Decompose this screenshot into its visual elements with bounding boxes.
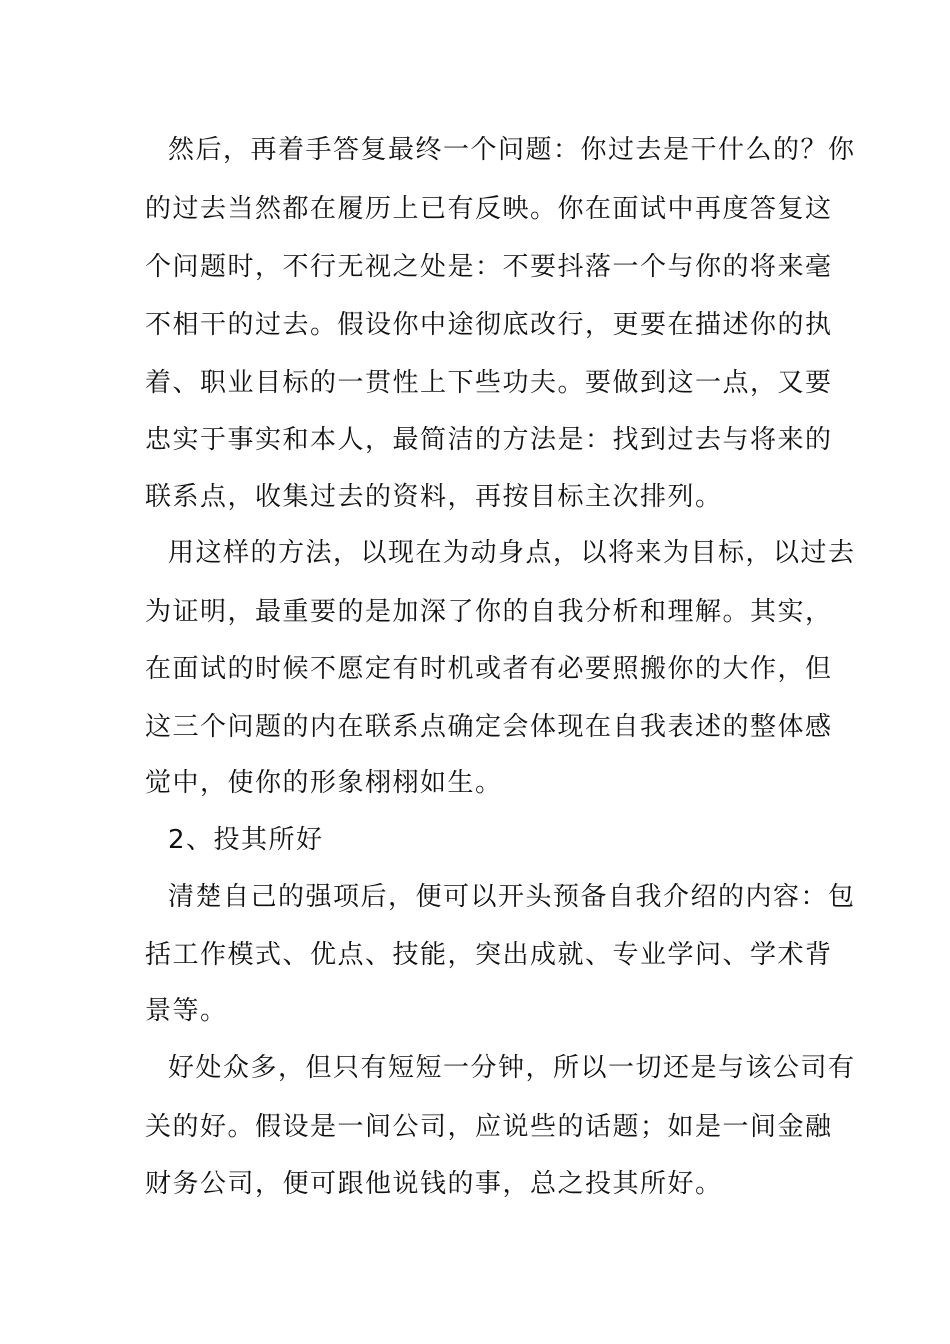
paragraph-1-line-4: 不相干的过去。假设你中途彻底改行，更要在描述你的执 <box>145 310 833 340</box>
paragraph-1-line-6: 忠实于事实和本人，最简洁的方法是：找到过去与将来的 <box>145 425 833 455</box>
paragraph-4-line-3: 财务公司，便可跟他说钱的事，总之投其所好。 <box>145 1169 723 1199</box>
paragraph-1-line-2: 的过去当然都在履历上已有反映。你在面试中再度答复这 <box>145 194 833 224</box>
paragraph-2-line-2: 为证明，最重要的是加深了你的自我分析和理解。其实， <box>145 597 833 627</box>
paragraph-1-line-3: 个问题时，不行无视之处是：不要抖落一个与你的将来毫 <box>145 252 833 282</box>
paragraph-2-line-5: 觉中，使你的形象栩栩如生。 <box>145 768 503 798</box>
paragraph-3-line-3: 景等。 <box>145 996 228 1026</box>
paragraph-3-line-1: 清楚自己的强项后，便可以开头预备自我介绍的内容：包 <box>168 882 856 912</box>
paragraph-1-line-1: 然后，再着手答复最终一个问题：你过去是干什么的？你 <box>168 135 856 165</box>
section-heading: 2、投其所好 <box>168 825 324 855</box>
paragraph-4-line-1: 好处众多，但只有短短一分钟，所以一切还是与该公司有 <box>168 1053 856 1083</box>
paragraph-2-line-1: 用这样的方法，以现在为动身点，以将来为目标，以过去 <box>168 538 856 568</box>
paragraph-1-line-5: 着、职业目标的一贯性上下些功夫。要做到这一点，又要 <box>145 368 833 398</box>
paragraph-3-line-2: 括工作模式、优点、技能，突出成就、专业学问、学术背 <box>145 940 833 970</box>
paragraph-1-line-7: 联系点，收集过去的资料，再按目标主次排列。 <box>145 482 723 512</box>
paragraph-2-line-4: 这三个问题的内在联系点确定会体现在自我表述的整体感 <box>145 712 833 742</box>
paragraph-4-line-2: 关的好。假设是一间公司，应说些的话题；如是一间金融 <box>145 1112 833 1142</box>
paragraph-2-line-3: 在面试的时候不愿定有时机或者有必要照搬你的大作，但 <box>145 654 833 684</box>
